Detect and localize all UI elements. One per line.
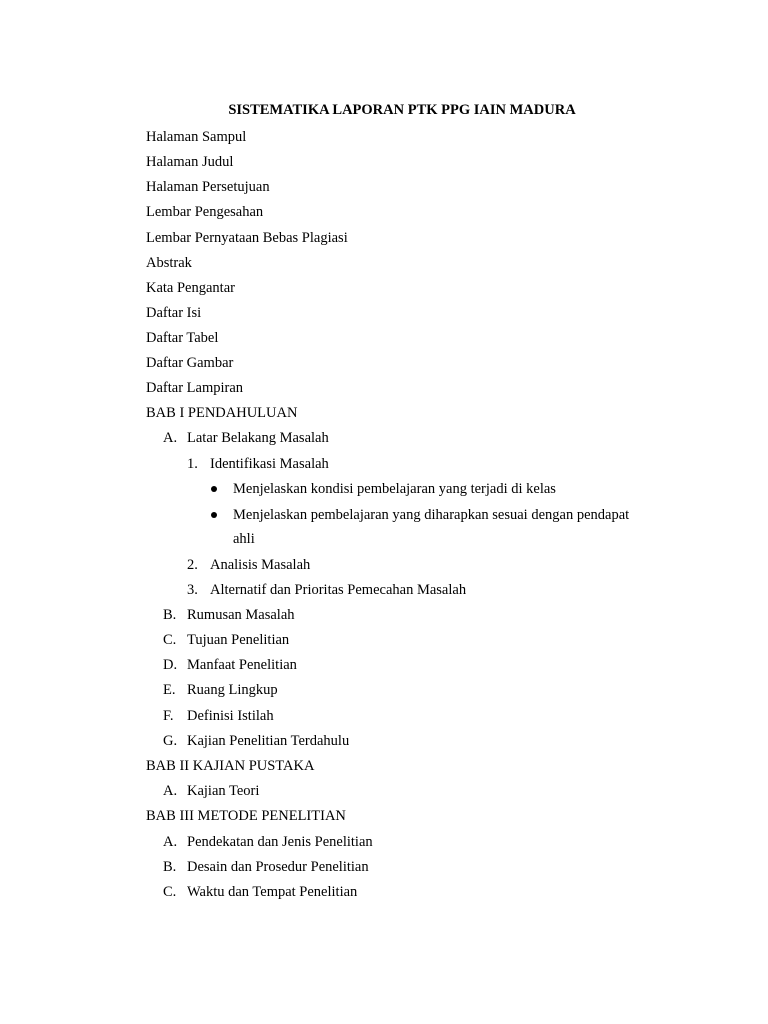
bullet-icon: [211, 512, 217, 518]
document-title: SISTEMATIKA LAPORAN PTK PPG IAIN MADURA: [228, 102, 576, 118]
document-page: SISTEMATIKA LAPORAN PTK PPG IAIN MADURA Halaman Sampul Halaman Judul Halaman Persetujuan Lembar Pengesahan Lembar Pernyataan Bebas Plagiasi Abstrak Kata Pengantar Daftar Isi Daftar Tabel Daftar Gambar Daftar Lampiran BAB I PENDAHULUAN A. Latar Belakang Masalah 1. Identifikasi Masalah Menjelaskan kondisi pembelajaran yang terjadi di kelas Menjelaskan pembelajaran yang diharapkan sesuai dengan pendapat ahli 2. Analisis Masalah 3. Alternatif dan Prioritas Pemecahan Masalah B. Rumusan Masalah C. Tujuan Penelitian D. Manfaat Penelitian E. Ruang Lingkup F. Definisi Istilah G. Kajian Penelitian Terdahulu BAB II KAJIAN PUSTAKA A. Kajian Teori BAB III METODE PENELITIAN A. Pendekatan dan Jenis Penelitian B. Desain dan Prosedur Penelitian C. Waktu dan Tempat Penelitian: [0, 0, 768, 1024]
bullet-icon: [211, 486, 217, 492]
